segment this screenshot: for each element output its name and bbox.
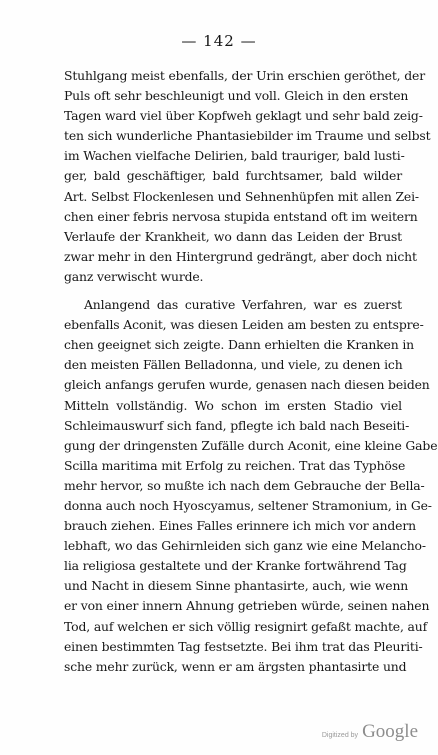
text-line: Puls oft sehr beschleunigt und voll. Gleich in den ersten bbox=[64, 88, 409, 104]
text-line: im Wachen vielfache Delirien, bald trauriger, bald lusti- bbox=[64, 148, 405, 164]
text-line: Tagen ward viel über Kopfweh geklagt und sehr bald zeig- bbox=[64, 108, 423, 124]
text-line: gung der dringensten Zufälle durch Aconit, eine kleine Gabe bbox=[64, 437, 438, 453]
text-line: gleich anfangs gerufen wurde, genasen nach diesen beiden bbox=[64, 377, 430, 393]
digitization-watermark bbox=[322, 721, 418, 743]
text-line: ten sich wunderliche Phantasiebilder im Traume und selbst bbox=[64, 128, 431, 144]
text-line: Scilla maritima mit Erfolg zu reichen. Trat das Typhöse bbox=[64, 457, 406, 473]
text-line: ganz verwischt wurde. bbox=[64, 268, 204, 284]
text-line: Schleimauswurf sich fand, pflegte ich bald nach Beseiti- bbox=[64, 417, 410, 433]
text-line: lebhaft, wo das Gehirnleiden sich ganz wie eine Melancho- bbox=[64, 538, 426, 554]
text-line: sche mehr zurück, wenn er am ärgsten phantasirte und bbox=[64, 658, 407, 674]
page-number: — 142 — bbox=[181, 32, 257, 50]
text-line: brauch ziehen. Eines Falles erinnere ich mich vor andern bbox=[64, 518, 416, 534]
text-line: ebenfalls Aconit, was diesen Leiden am besten zu entspre- bbox=[64, 317, 424, 333]
text-line: Anlangend das curative Verfahren, war es zuerst bbox=[84, 297, 402, 313]
text-line: chen einer febris nervosa stupida entstand oft im weitern bbox=[64, 208, 418, 224]
text-line: Verlaufe der Krankheit, wo dann das Leiden der Brust bbox=[64, 228, 402, 244]
text-line: er von einer innern Ahnung getrieben würde, seinen nahen bbox=[64, 598, 430, 614]
text-line: einen bestimmten Tag festsetzte. Bei ihm trat das Pleuriti- bbox=[64, 638, 423, 654]
text-line: zwar mehr in den Hintergrund gedrängt, aber doch nicht bbox=[64, 248, 417, 264]
text-line: Tod, auf welchen er sich völlig resignirt gefaßt machte, auf bbox=[64, 618, 428, 634]
google-logo: Google bbox=[362, 721, 418, 742]
paragraph-2 bbox=[64, 295, 438, 677]
text-line: lia religiosa gestaltete und der Kranke fortwährend Tag bbox=[64, 558, 407, 574]
text-line: Art. Selbst Flockenlesen und Sehnenhüpfen mit allen Zei- bbox=[64, 188, 419, 204]
text-line: Mitteln vollständig. Wo schon im ersten Stadio viel bbox=[64, 397, 402, 413]
text-line: ger, bald geschäftiger, bald furchtsamer, bald wilder bbox=[64, 168, 402, 184]
text-line: donna auch noch Hyoscyamus, seltener Stramonium, in Ge- bbox=[64, 497, 432, 513]
body-text bbox=[64, 66, 438, 677]
text-line: mehr hervor, so mußte ich nach dem Gebrauche der Bella- bbox=[64, 477, 425, 493]
text-line: und Nacht in diesem Sinne phantasirte, auch, wie wenn bbox=[64, 578, 409, 594]
watermark-prefix: Digitized by bbox=[321, 732, 359, 739]
text-line: den meisten Fällen Belladonna, und viele, zu denen ich bbox=[64, 357, 403, 373]
text-line: Stuhlgang meist ebenfalls, der Urin erschien geröthet, der bbox=[64, 68, 425, 83]
paragraph-gap bbox=[64, 287, 402, 295]
text-line: chen geeignet sich zeigte. Dann erhielten die Kranken in bbox=[64, 337, 414, 353]
paragraph-1 bbox=[64, 66, 431, 287]
